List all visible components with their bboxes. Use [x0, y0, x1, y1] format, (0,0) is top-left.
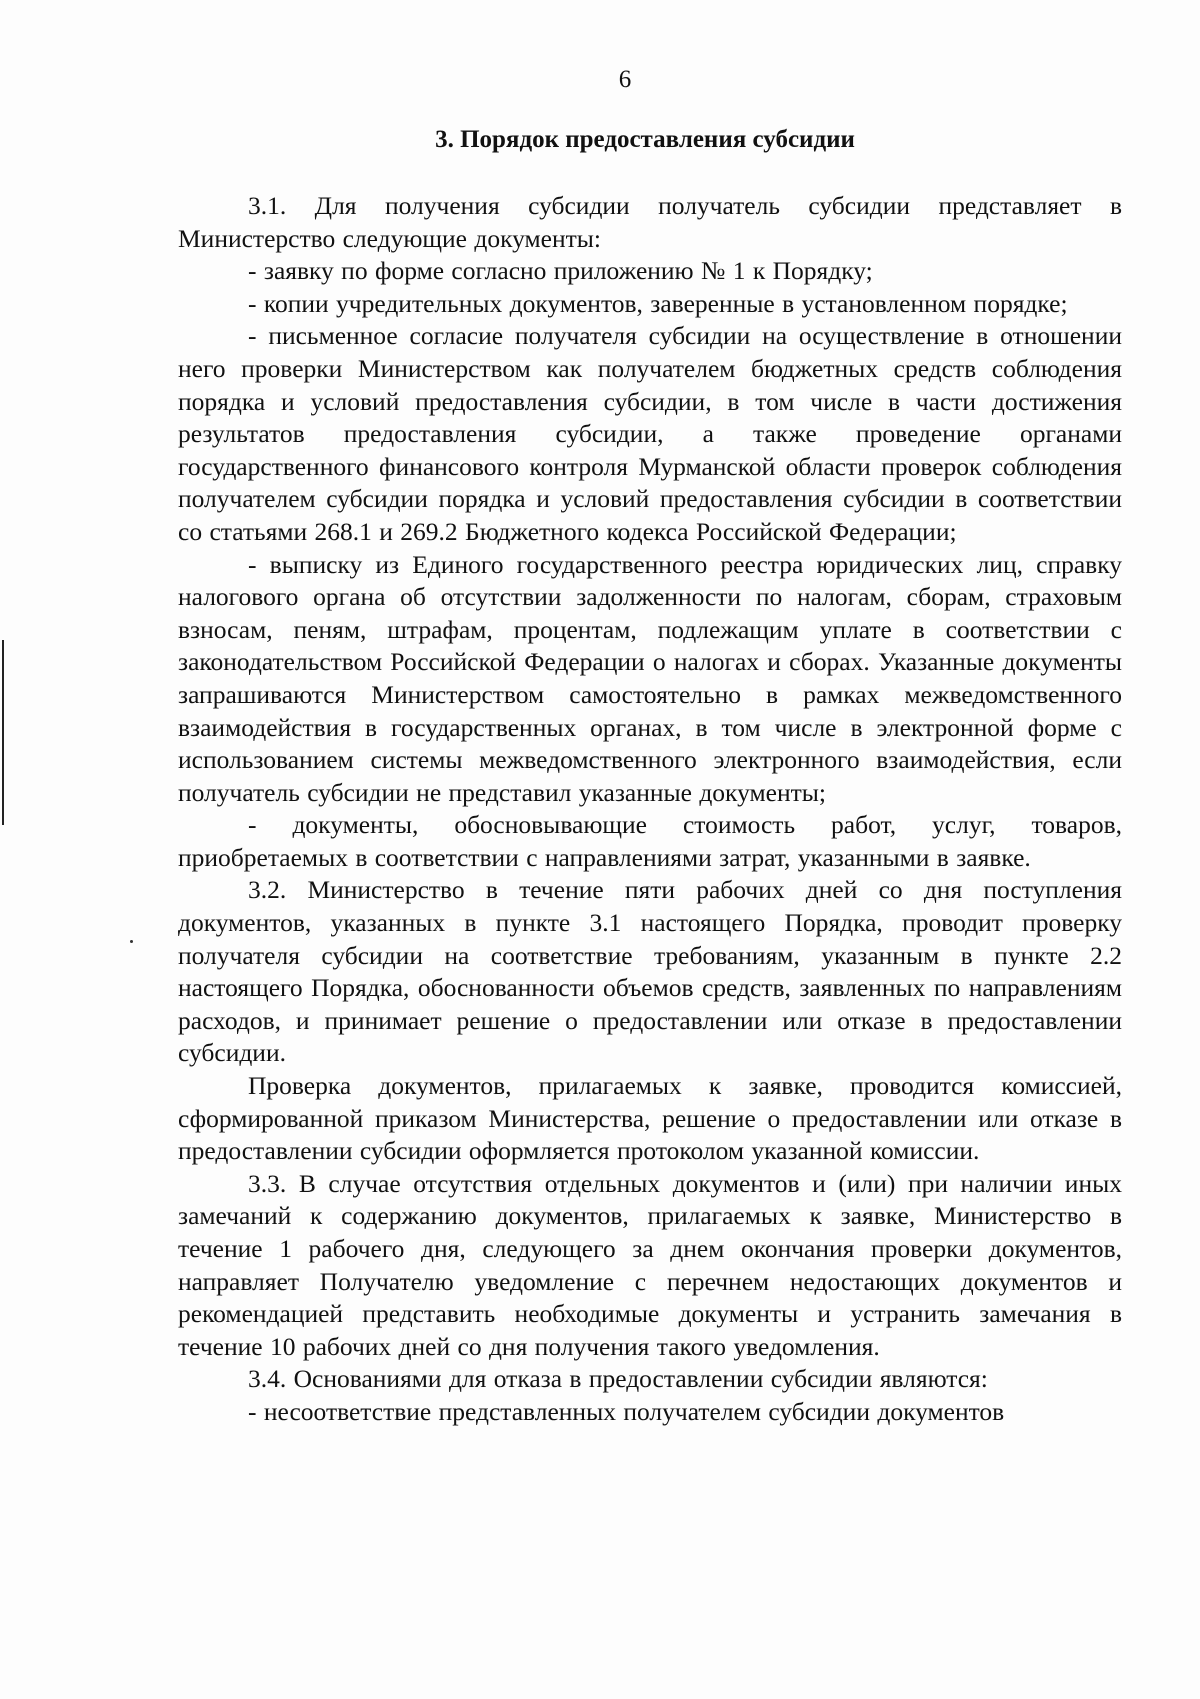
- list-item-written-consent: - письменное согласие получателя субсидии на осуществление в отношении него проверки Министерством как получателем бюджетных средств соблюдения порядка и условий предоставления субсидии, в том числе в части достижения результатов предоставления субсидии, а также проведение органами государственного финансового контроля Мурманской области проверок соблюдения получателем субсидии порядка и условий предоставления субсидии в соответствии со статьями 268.1 и 269.2 Бюджетного кодекса Российской Федерации;: [178, 321, 1122, 546]
- section-title: 3. Порядок предоставления субсидии: [435, 126, 855, 153]
- list-item-charter-copies: - копии учредительных документов, заверенные в установленном порядке;: [248, 288, 1068, 318]
- paragraph-3-3: 3.3. В случае отсутствия отдельных документов и (или) при наличии иных замечаний к содержанию документов, прилагаемых к заявке, Министерство в течение 1 рабочего дня, следующего за днем окончания проверки документов, направляет Получателю уведомление с перечнем недостающих документов и рекомендацией представить необходимые документы и устранить замечания в течение 10 рабочих дней со дня получения такого уведомления.: [178, 1168, 1122, 1361]
- list-item-cost-documents: - документы, обосновывающие стоимость работ, услуг, товаров, приобретаемых в соответствии с направлениями затрат, указанными в заявке.: [178, 810, 1122, 872]
- scan-dot-mark: [130, 940, 133, 943]
- paragraph-3-4: 3.4. Основаниями для отказа в предоставлении субсидии являются:: [248, 1364, 988, 1394]
- paragraph-3-1: 3.1. Для получения субсидии получатель субсидии представляет в Министерство следующие документы:: [178, 191, 1122, 253]
- paragraph-commission-check: Проверка документов, прилагаемых к заявке, проводится комиссией, сформированной приказом Министерства, решение о предоставлении или отказе в предоставлении субсидии оформляется протоколом указанной комиссии.: [178, 1071, 1122, 1166]
- scan-edge-mark: [2, 640, 4, 825]
- document-body: [178, 190, 1122, 1429]
- paragraph-3-2: 3.2. Министерство в течение пяти рабочих дней со дня поступления документов, указанных в пункте 3.1 настоящего Порядка, проводит проверку получателя субсидии на соответствие требованиям, указанным в пункте 2.2 настоящего Порядка, обоснованности объемов средств, заявленных по направлениям расходов, и принимает решение о предоставлении или отказе в предоставлении субсидии.: [178, 875, 1122, 1068]
- list-item-application: - заявку по форме согласно приложению № 1 к Порядку;: [248, 256, 873, 286]
- list-item-registry-extract: - выписку из Единого государственного реестра юридических лиц, справку налогового органа об отсутствии задолженности по налогам, сборам, страховым взносам, пеням, штрафам, процентам, подлежащим уплате в соответствии с законодательством Российской Федерации о налогах и сборах. Указанные документы запрашиваются Министерством самостоятельно в рамках межведомственного взаимодействия в государственных органах, в том числе в электронной форме с использованием системы межведомственного электронного взаимодействия, если получатель субсидии не представил указанные документы;: [178, 549, 1122, 807]
- page-number: 6: [618, 66, 632, 93]
- list-item-noncompliance: - несоответствие представленных получателем субсидии документов: [248, 1396, 1005, 1426]
